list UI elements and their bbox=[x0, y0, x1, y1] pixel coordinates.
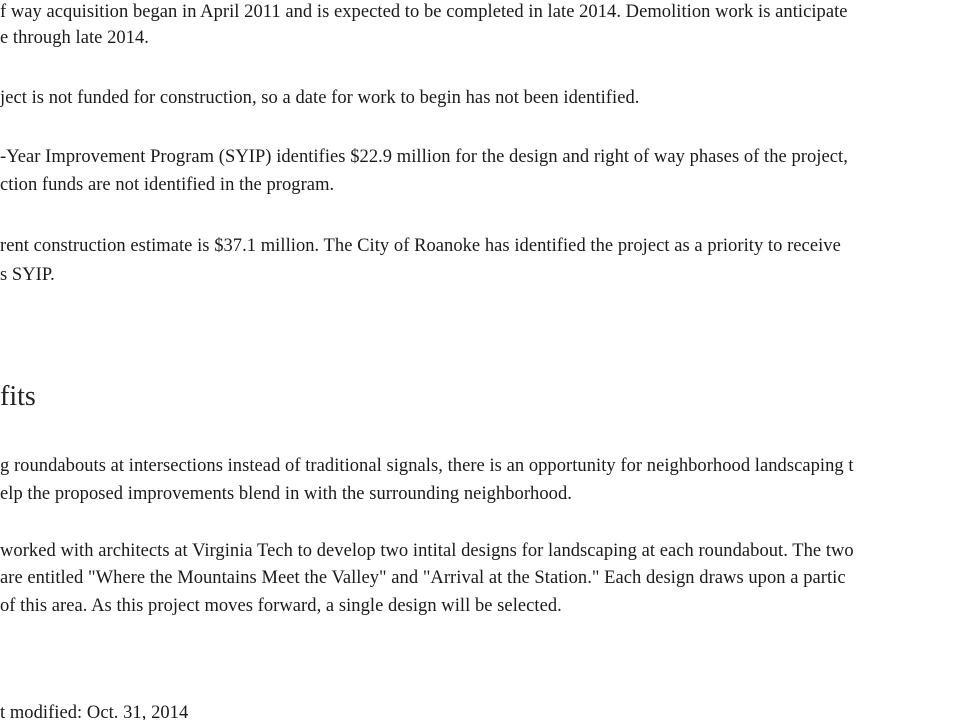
roundabouts-line-1: g roundabouts at intersections instead of traditional signals, there is an opportunity for neighborhood landscaping t bbox=[0, 456, 854, 476]
last-modified-date: t modified: Oct. 31, 2014 bbox=[0, 703, 189, 720]
roundabouts-line-2: elp the proposed improvements blend in with the surrounding neighborhood. bbox=[0, 484, 572, 504]
syip-line-1: -Year Improvement Program (SYIP) identifies $22.9 million for the design and right of way phases of the project, bbox=[0, 147, 848, 167]
syip-line-2: ction funds are not identified in the program. bbox=[0, 175, 335, 195]
benefits-heading: fits bbox=[0, 381, 36, 412]
right-of-way-line-1: f way acquisition began in April 2011 and is expected to be completed in late 2014. Demolition work is anticipate bbox=[0, 2, 848, 22]
construction-funding-line-1: ject is not funded for construction, so a date for work to begin has not been identified. bbox=[0, 88, 640, 108]
designs-line-2: are entitled "Where the Mountains Meet the Valley" and "Arrival at the Station." Each design draws upon a partic bbox=[0, 568, 846, 588]
estimate-line-2: s SYIP. bbox=[0, 265, 55, 285]
designs-line-3: of this area. As this project moves forward, a single design will be selected. bbox=[0, 596, 562, 616]
estimate-line-1: rent construction estimate is $37.1 million. The City of Roanoke has identified the project as a priority to receive bbox=[0, 236, 841, 256]
designs-line-1: worked with architects at Virginia Tech to develop two intital designs for landscaping at each roundabout. The two bbox=[0, 541, 854, 561]
right-of-way-line-2: e through late 2014. bbox=[0, 28, 149, 48]
